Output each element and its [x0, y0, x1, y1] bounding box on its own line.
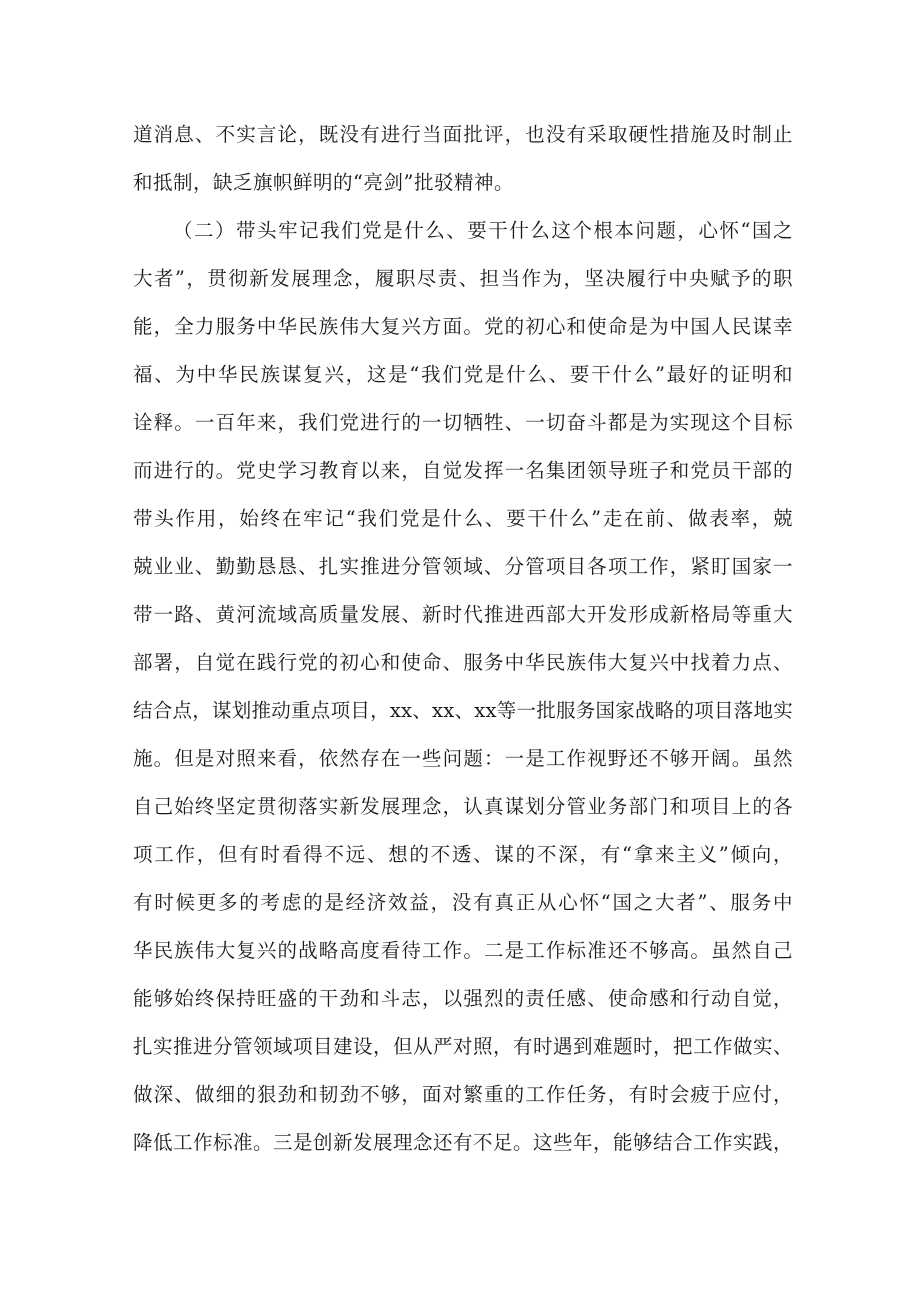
section-heading-line: （二）带头牢记我们党是什么、要干什么这个根本问题，心怀“国之 [173, 219, 793, 242]
paragraph-line: 能够始终保持旺盛的干劲和斗志，以强烈的责任感、使命感和行动自觉， [133, 987, 793, 1010]
paragraph-line: 施。但是对照来看，依然存在一些问题：一是工作视野还不够开阔。虽然 [133, 747, 793, 770]
paragraph-line: 扎实推进分管领域项目建设，但从严对照，有时遇到难题时，把工作做实、 [133, 1035, 794, 1058]
paragraph-line: 华民族伟大复兴的战略高度看待工作。二是工作标准还不够高。虽然自己 [133, 939, 793, 962]
paragraph-line: 有时候更多的考虑的是经济效益，没有真正从心怀“国之大者”、服务中 [133, 891, 793, 914]
paragraph-line: 部署，自觉在践行党的初心和使命、服务中华民族伟大复兴中找着力点、 [133, 651, 793, 674]
paragraph-line: 带一路、黄河流域高质量发展、新时代推进西部大开发形成新格局等重大 [133, 603, 793, 626]
paragraph-line: 道消息、不实言论，既没有进行当面批评，也没有采取硬性措施及时制止 [133, 123, 793, 146]
paragraph-line: 兢业业、勤勤恳恳、扎实推进分管领域、分管项目各项工作，紧盯国家一 [133, 555, 793, 578]
paragraph-line: 和抵制，缺乏旗帜鲜明的“亮剑”批驳精神。 [133, 171, 514, 194]
paragraph-line: 而进行的。党史学习教育以来，自觉发挥一名集团领导班子和党员干部的 [133, 459, 793, 482]
paragraph-line: 诠释。一百年来，我们党进行的一切牺牲、一切奋斗都是为实现这个目标 [133, 411, 793, 434]
paragraph-line: 项工作，但有时看得不远、想的不透、谋的不深，有“拿来主义”倾向， [133, 843, 793, 866]
paragraph-line: 结合点，谋划推动重点项目，xx、xx、xx等一批服务国家战略的项目落地实 [133, 699, 793, 722]
paragraph-line: 福、为中华民族谋复兴，这是“我们党是什么、要干什么”最好的证明和 [133, 363, 793, 386]
paragraph-line: 降低工作标准。三是创新发展理念还有不足。这些年，能够结合工作实践， [133, 1131, 794, 1154]
paragraph-line: 能，全力服务中华民族伟大复兴方面。党的初心和使命是为中国人民谋幸 [133, 315, 793, 338]
paragraph-line: 带头作用，始终在牢记“我们党是什么、要干什么”走在前、做表率，兢 [133, 507, 793, 530]
paragraph-line: 大者”，贯彻新发展理念，履职尽责、担当作为，坚决履行中央赋予的职 [133, 267, 793, 290]
paragraph-line: 做深、做细的狠劲和韧劲不够，面对繁重的工作任务，有时会疲于应付， [133, 1083, 793, 1106]
paragraph-line: 自己始终坚定贯彻落实新发展理念，认真谋划分管业务部门和项目上的各 [133, 795, 793, 818]
